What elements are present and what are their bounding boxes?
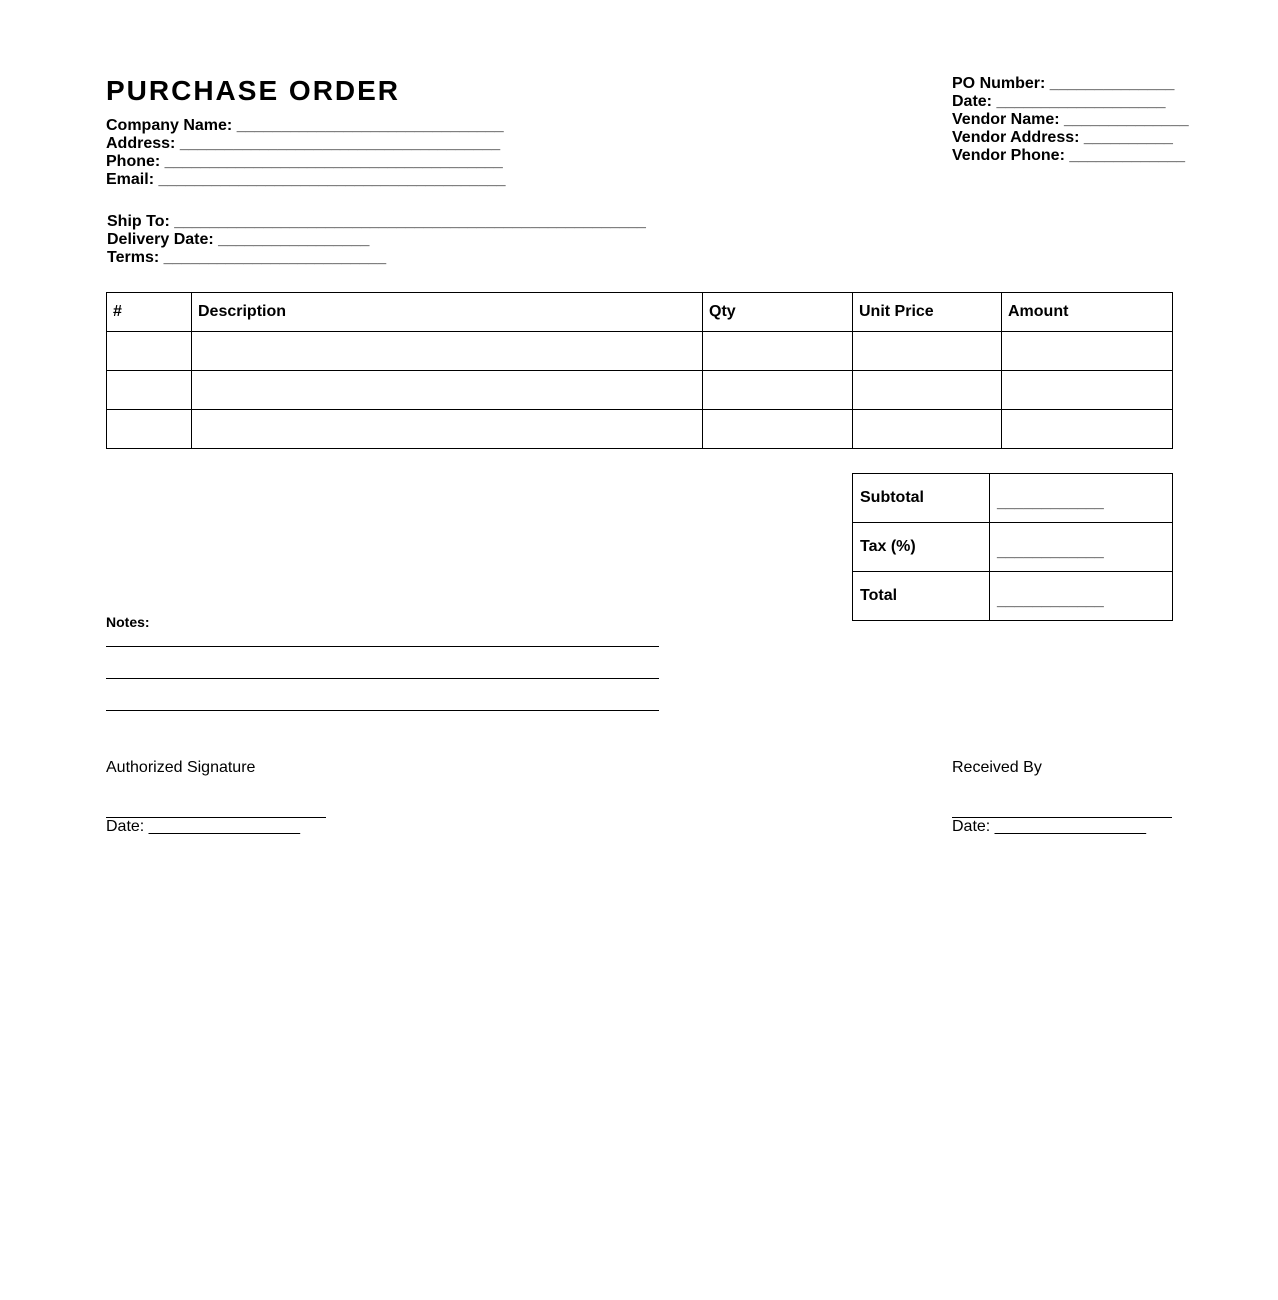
table-cell[interactable] bbox=[192, 410, 703, 449]
received-date-field[interactable]: Date: _________________ bbox=[952, 818, 1146, 835]
email-blank[interactable]: _______________________________________ bbox=[158, 171, 506, 188]
tax-value[interactable]: ____________ bbox=[990, 523, 1173, 572]
email-field[interactable] bbox=[106, 171, 506, 189]
address-blank[interactable]: ____________________________________ bbox=[179, 135, 501, 152]
notes-label: Notes: bbox=[106, 614, 150, 630]
address-label: Address: bbox=[106, 135, 176, 152]
received-by-label: Received By bbox=[952, 759, 1042, 776]
table-row bbox=[107, 371, 1173, 410]
table-cell[interactable] bbox=[107, 332, 192, 371]
vendor-address-label: Vendor Address: bbox=[952, 129, 1080, 146]
company-name-label: Company Name: bbox=[106, 117, 233, 134]
table-cell[interactable] bbox=[703, 332, 853, 371]
table-cell[interactable] bbox=[107, 410, 192, 449]
vendor-address-blank[interactable]: __________ bbox=[1083, 129, 1173, 146]
vendor-address-field[interactable] bbox=[952, 129, 1189, 147]
po-date-blank[interactable]: ___________________ bbox=[996, 93, 1166, 110]
table-cell[interactable] bbox=[853, 332, 1002, 371]
ship-to-blank[interactable]: _____________________________________________________ bbox=[174, 213, 646, 230]
table-cell[interactable] bbox=[853, 410, 1002, 449]
delivery-date-blank[interactable]: _________________ bbox=[218, 231, 370, 248]
document-title: PURCHASE ORDER bbox=[106, 75, 401, 106]
table-header-row bbox=[107, 293, 1173, 332]
column-header-description: Description bbox=[192, 293, 703, 332]
table-cell[interactable] bbox=[853, 371, 1002, 410]
phone-label: Phone: bbox=[106, 153, 161, 170]
table-cell[interactable] bbox=[1002, 371, 1173, 410]
table-cell[interactable] bbox=[107, 371, 192, 410]
terms-field[interactable] bbox=[107, 249, 646, 267]
authorized-date-field[interactable]: Date: _________________ bbox=[106, 818, 300, 835]
column-header-amount: Amount bbox=[1002, 293, 1173, 332]
column-header-unit-price: Unit Price bbox=[853, 293, 1002, 332]
company-name-blank[interactable]: ______________________________ bbox=[236, 117, 504, 134]
authorized-signature-label: Authorized Signature bbox=[106, 759, 256, 776]
table-row bbox=[107, 332, 1173, 371]
company-info bbox=[106, 117, 506, 189]
totals-table bbox=[852, 473, 1173, 621]
line-items-table bbox=[106, 292, 1173, 449]
vendor-phone-blank[interactable]: _____________ bbox=[1069, 147, 1186, 164]
subtotal-row bbox=[853, 474, 1173, 523]
po-number-blank[interactable]: ______________ bbox=[1049, 75, 1175, 92]
vendor-name-field[interactable] bbox=[952, 111, 1189, 129]
column-header-number: # bbox=[107, 293, 192, 332]
company-name-field[interactable] bbox=[106, 117, 506, 135]
terms-blank[interactable]: _________________________ bbox=[163, 249, 387, 266]
email-label: Email: bbox=[106, 171, 155, 188]
delivery-date-label: Delivery Date: bbox=[107, 231, 214, 248]
table-cell[interactable] bbox=[703, 410, 853, 449]
address-field[interactable] bbox=[106, 135, 506, 153]
notes-line[interactable] bbox=[106, 646, 659, 647]
notes-line[interactable] bbox=[106, 678, 659, 679]
total-label: Total bbox=[853, 572, 990, 621]
ship-to-label: Ship To: bbox=[107, 213, 170, 230]
table-cell[interactable] bbox=[1002, 410, 1173, 449]
column-header-qty: Qty bbox=[703, 293, 853, 332]
vendor-phone-field[interactable] bbox=[952, 147, 1189, 165]
shipping-info bbox=[107, 213, 646, 267]
phone-field[interactable] bbox=[106, 153, 506, 171]
notes-line[interactable] bbox=[106, 710, 659, 711]
table-cell[interactable] bbox=[703, 371, 853, 410]
vendor-name-label: Vendor Name: bbox=[952, 111, 1060, 128]
tax-label: Tax (%) bbox=[853, 523, 990, 572]
table-cell[interactable] bbox=[192, 371, 703, 410]
po-number-label: PO Number: bbox=[952, 75, 1046, 92]
subtotal-value[interactable]: ____________ bbox=[990, 474, 1173, 523]
table-cell[interactable] bbox=[192, 332, 703, 371]
vendor-phone-label: Vendor Phone: bbox=[952, 147, 1065, 164]
po-vendor-info bbox=[952, 75, 1189, 165]
phone-blank[interactable]: ______________________________________ bbox=[164, 153, 503, 170]
total-value[interactable]: ____________ bbox=[990, 572, 1173, 621]
total-row bbox=[853, 572, 1173, 621]
table-row bbox=[107, 410, 1173, 449]
po-number-field[interactable] bbox=[952, 75, 1189, 93]
subtotal-label: Subtotal bbox=[853, 474, 990, 523]
delivery-date-field[interactable] bbox=[107, 231, 646, 249]
tax-row bbox=[853, 523, 1173, 572]
terms-label: Terms: bbox=[107, 249, 160, 266]
vendor-name-blank[interactable]: ______________ bbox=[1064, 111, 1189, 128]
po-date-label: Date: bbox=[952, 93, 993, 110]
po-date-field[interactable] bbox=[952, 93, 1189, 111]
table-cell[interactable] bbox=[1002, 332, 1173, 371]
ship-to-field[interactable] bbox=[107, 213, 646, 231]
